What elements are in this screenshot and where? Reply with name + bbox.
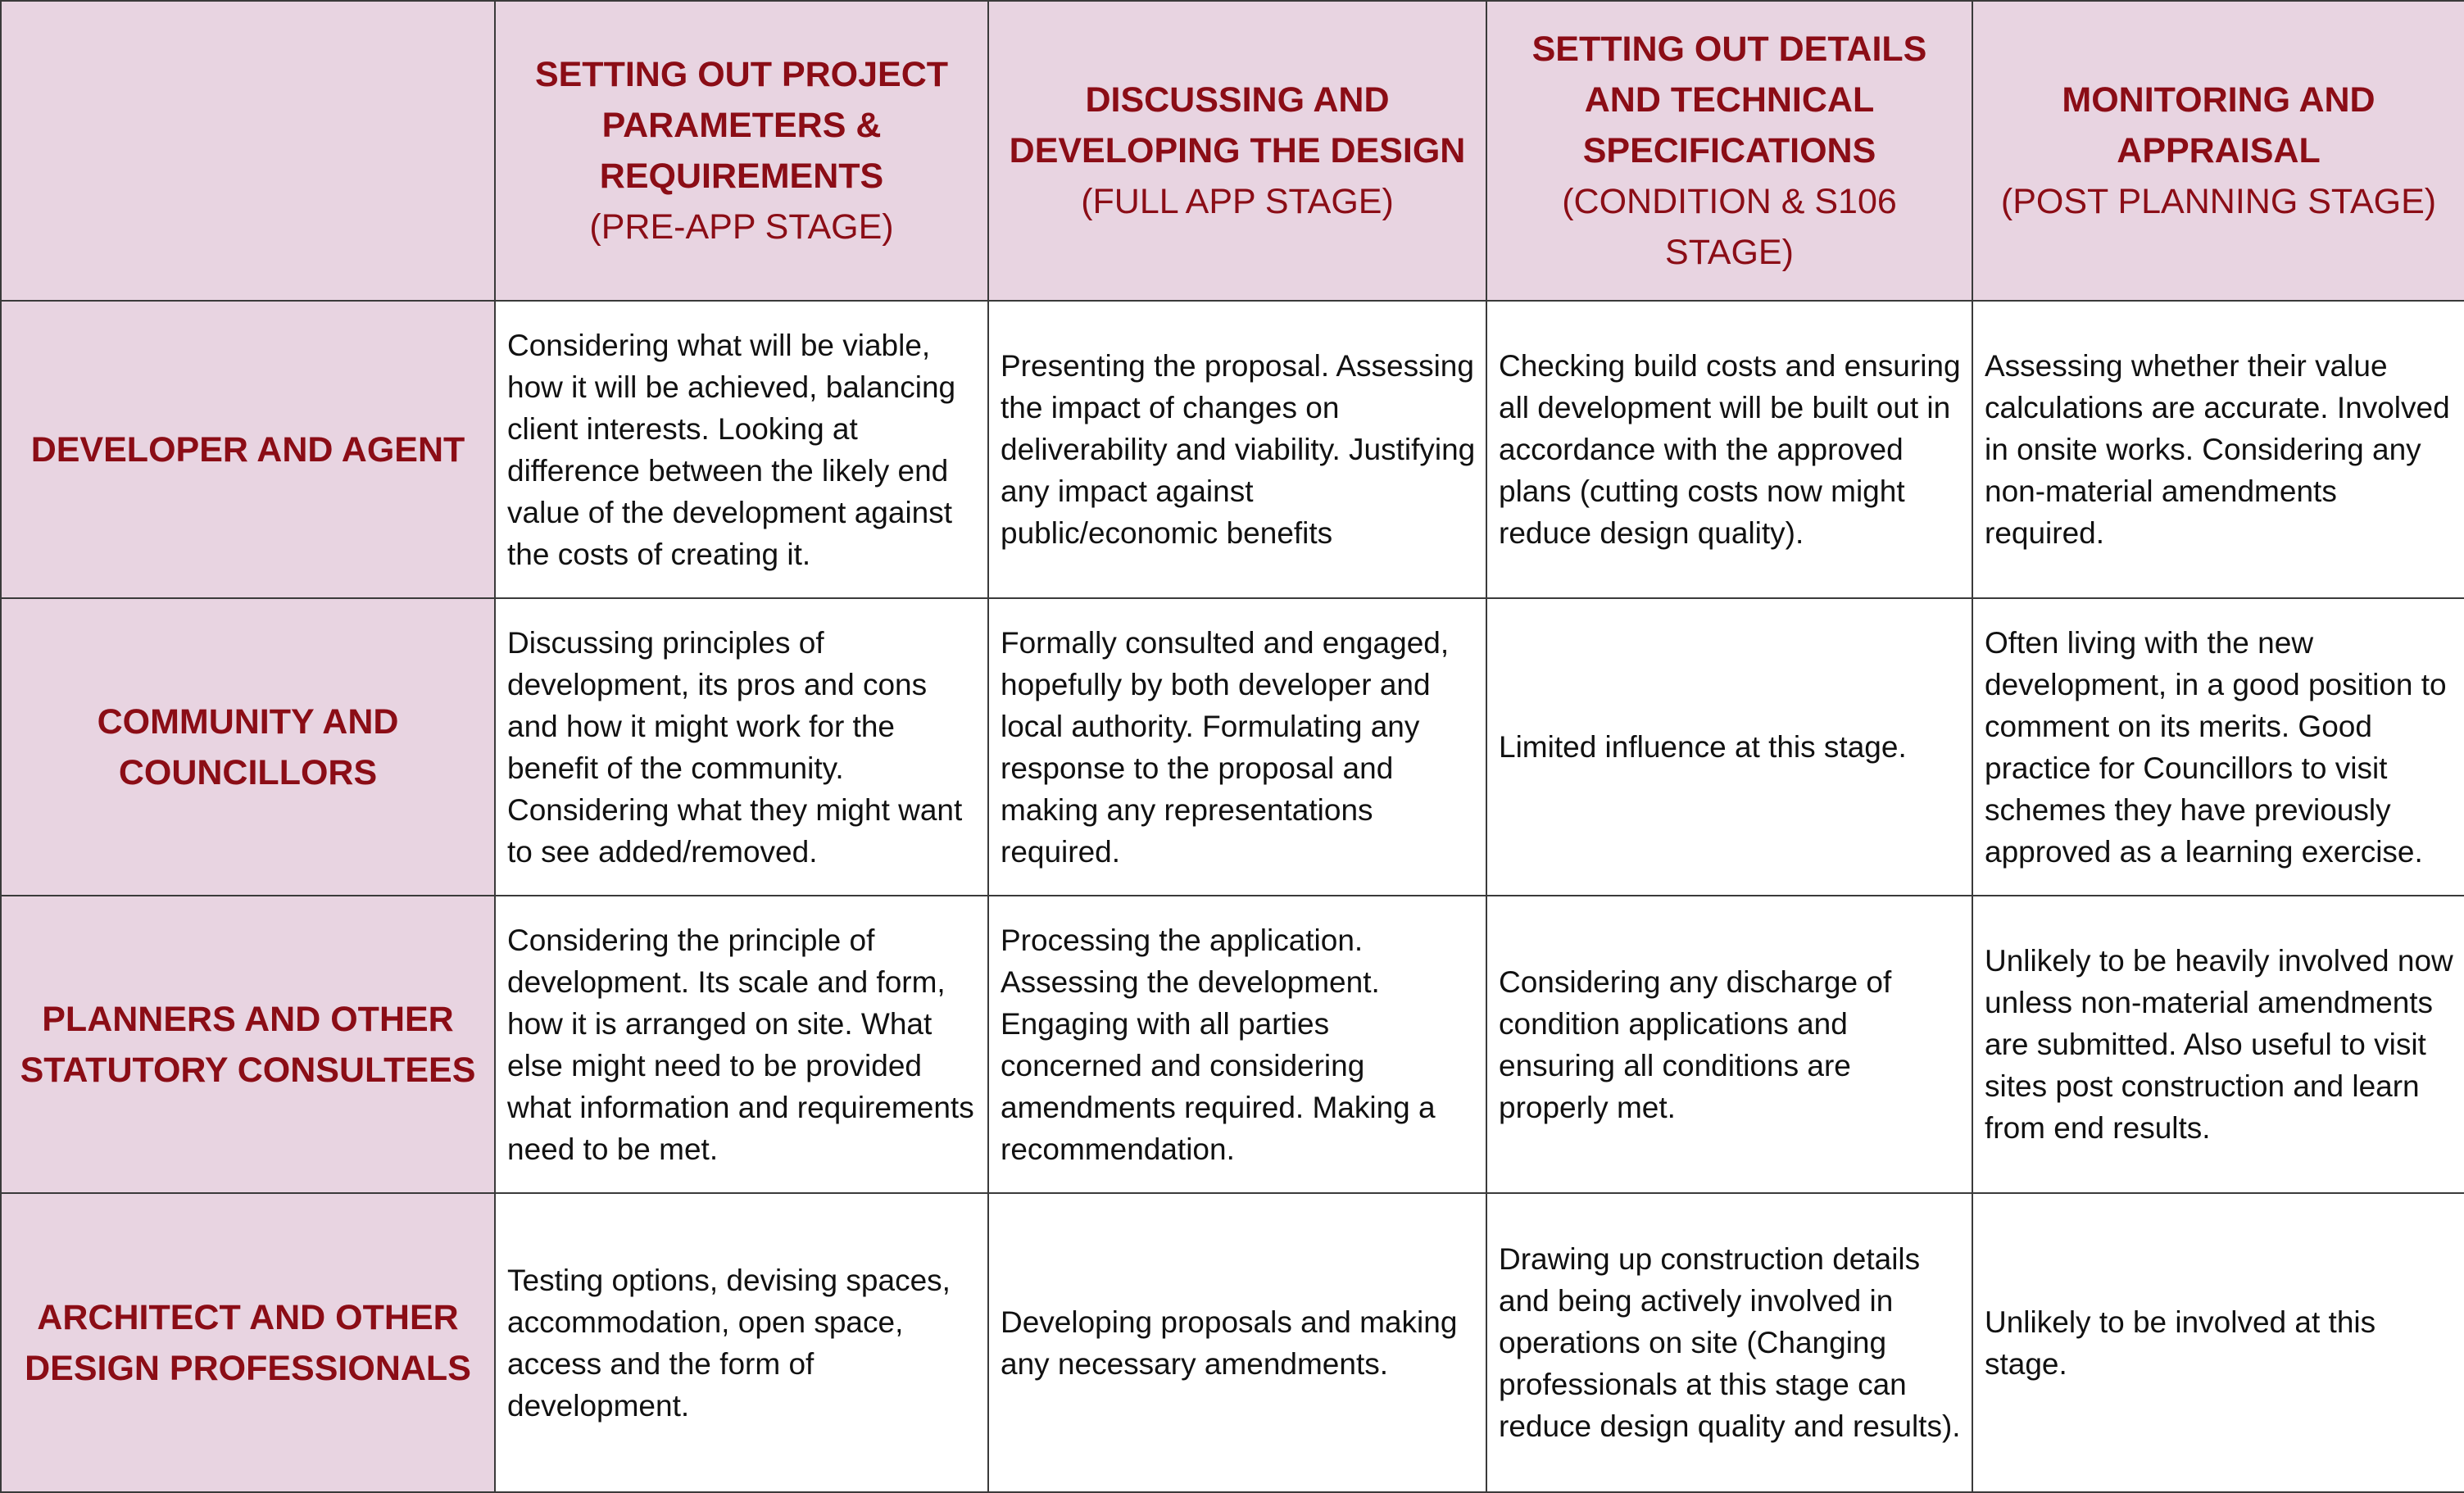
table-cell: Presenting the proposal. Assessing the impact of changes on deliverability and viability. Justifying any impact against public/economic benefits xyxy=(988,301,1486,598)
table-row-planners xyxy=(1,896,2464,1193)
table-cell: Discussing principles of development, its pros and cons and how it might work for the benefit of the community. Considering what they might want to see added/removed. xyxy=(495,598,988,896)
stage-header-full-app xyxy=(988,1,1486,301)
stage-title: SETTING OUT PROJECT PARAMETERS & REQUIREMENTS xyxy=(534,55,949,196)
table-cell: Formally consulted and engaged, hopefully by both developer and local authority. Formulating any response to the proposal and making any representations required. xyxy=(988,598,1486,896)
stage-header-condition-s106 xyxy=(1486,1,1972,301)
stage-subtitle: (FULL APP STAGE) xyxy=(1081,182,1394,221)
stage-subtitle: (POST PLANNING STAGE) xyxy=(2000,182,2437,221)
table-cell: Developing proposals and making any necessary amendments. xyxy=(988,1193,1486,1492)
table-row-developer xyxy=(1,301,2464,598)
table-cell: Testing options, devising spaces, accommodation, open space, access and the form of development. xyxy=(495,1193,988,1492)
table-cell: Unlikely to be involved at this stage. xyxy=(1972,1193,2464,1492)
table-row-architect xyxy=(1,1193,2464,1492)
table-cell: Limited influence at this stage. xyxy=(1486,598,1972,896)
corner-cell xyxy=(1,1,495,301)
table-cell: Considering what will be viable, how it will be achieved, balancing client interests. Looking at difference between the likely end value of the development against the costs of creating it. xyxy=(495,301,988,598)
table-cell: Drawing up construction details and being actively involved in operations on site (Changing professionals at this stage can reduce design quality and results). xyxy=(1486,1193,1972,1492)
stage-subtitle: (PRE-APP STAGE) xyxy=(589,207,894,247)
stage-title: MONITORING AND APPRAISAL xyxy=(2062,80,2376,170)
stage-header-post-planning xyxy=(1972,1,2464,301)
row-header-community: COMMUNITY AND COUNCILLORS xyxy=(1,598,495,896)
table-cell: Considering any discharge of condition applications and ensuring all conditions are properly met. xyxy=(1486,896,1972,1193)
row-header-architect: ARCHITECT AND OTHER DESIGN PROFESSIONALS xyxy=(1,1193,495,1492)
row-header-developer: DEVELOPER AND AGENT xyxy=(1,301,495,598)
table-cell: Often living with the new development, in a good position to comment on its merits. Good practice for Councillors to visit schemes they have previously approved as a learning exercise. xyxy=(1972,598,2464,896)
table-row-community xyxy=(1,598,2464,896)
table-cell: Unlikely to be heavily involved now unless non-material amendments are submitted. Also useful to visit sites post construction and learn from end results. xyxy=(1972,896,2464,1193)
stage-header-pre-app xyxy=(495,1,988,301)
table-cell: Assessing whether their value calculations are accurate. Involved in onsite works. Considering any non-material amendments required. xyxy=(1972,301,2464,598)
stage-title: DISCUSSING AND DEVELOPING THE DESIGN xyxy=(1009,80,1466,170)
stage-subtitle: (CONDITION & S106 STAGE) xyxy=(1562,182,1897,272)
header-row xyxy=(1,1,2464,301)
table-cell: Checking build costs and ensuring all development will be built out in accordance with the approved plans (cutting costs now might reduce design quality). xyxy=(1486,301,1972,598)
stage-title: SETTING OUT DETAILS AND TECHNICAL SPECIFICATIONS xyxy=(1531,29,1927,170)
row-header-planners: PLANNERS AND OTHER STATUTORY CONSULTEES xyxy=(1,896,495,1193)
table-cell: Considering the principle of development. Its scale and form, how it is arranged on site. What else might need to be provided what information and requirements need to be met. xyxy=(495,896,988,1193)
table-cell: Processing the application. Assessing the development. Engaging with all parties concerned and considering amendments required. Making a recommendation. xyxy=(988,896,1486,1193)
